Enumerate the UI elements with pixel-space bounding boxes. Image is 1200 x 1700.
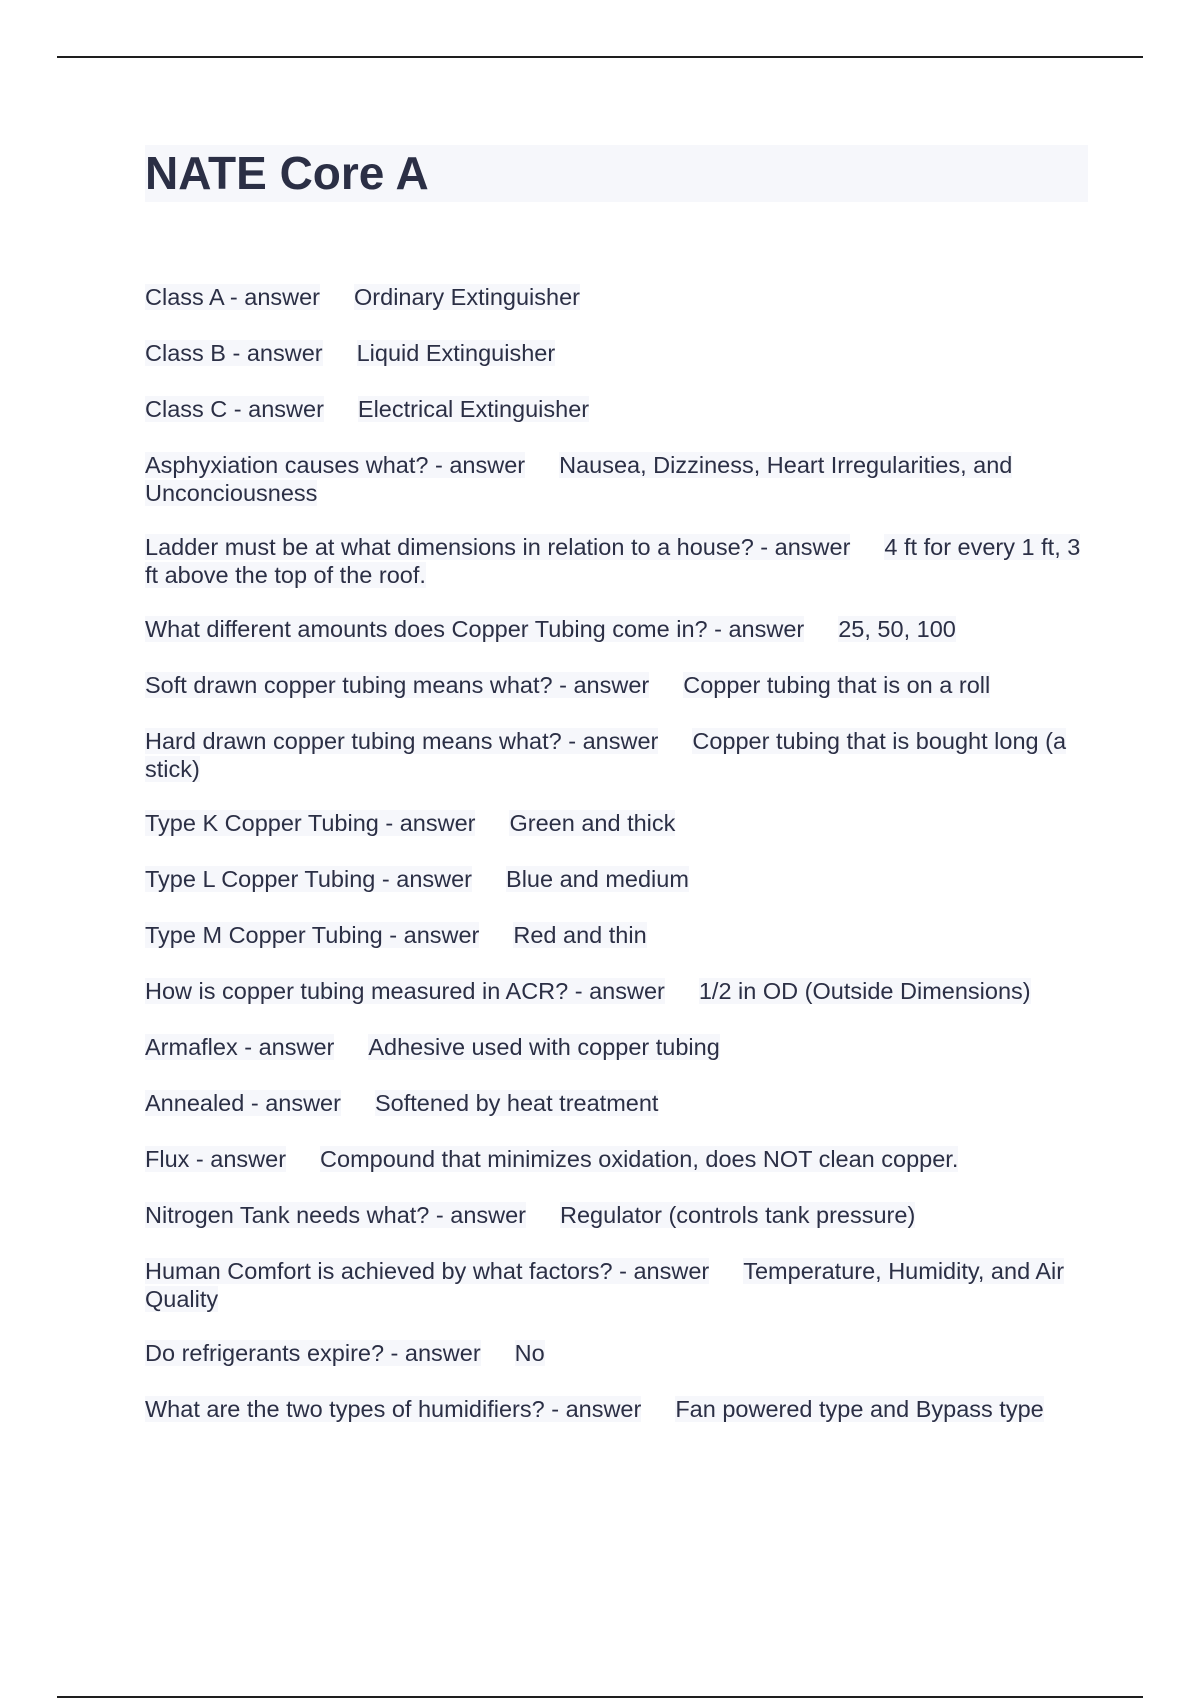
qa-item — [145, 1257, 1095, 1313]
qa-answer: Temperature, Humidity, and Air Quality — [145, 1258, 1065, 1312]
qa-item — [145, 339, 1095, 367]
qa-item — [145, 395, 1095, 423]
qa-answer: Nausea, Dizziness, Heart Irregularities, and Unconciousness — [145, 452, 1013, 506]
qa-question: Type L Copper Tubing - answer — [145, 866, 473, 892]
qa-question: Human Comfort is achieved by what factors? - answer — [145, 1258, 710, 1284]
qa-answer: 25, 50, 100 — [838, 616, 956, 642]
qa-question: Annealed - answer — [145, 1090, 341, 1116]
qa-question: Class B - answer — [145, 340, 323, 366]
qa-question: Soft drawn copper tubing means what? - answer — [145, 672, 650, 698]
page-title: NATE Core A — [145, 147, 429, 199]
qa-item — [145, 921, 1095, 949]
qa-item — [145, 283, 1095, 311]
qa-item — [145, 671, 1095, 699]
qa-item — [145, 865, 1095, 893]
qa-answer: Red and thin — [513, 922, 647, 948]
top-divider — [57, 56, 1143, 58]
qa-item — [145, 1145, 1095, 1173]
qa-question: Armaflex - answer — [145, 1034, 335, 1060]
title-block — [145, 145, 1088, 202]
qa-answer: 1/2 in OD (Outside Dimensions) — [698, 978, 1031, 1004]
qa-answer: No — [514, 1340, 545, 1366]
qa-item — [145, 451, 1095, 507]
qa-answer: Green and thick — [509, 810, 676, 836]
qa-question: What different amounts does Copper Tubing come in? - answer — [145, 616, 805, 642]
qa-item — [145, 977, 1095, 1005]
qa-item — [145, 533, 1095, 589]
qa-question: Hard drawn copper tubing means what? - answer — [145, 728, 659, 754]
qa-answer: Softened by heat treatment — [374, 1090, 659, 1116]
qa-answer: Liquid Extinguisher — [356, 340, 556, 366]
qa-answer: Adhesive used with copper tubing — [368, 1034, 720, 1060]
qa-question: Type K Copper Tubing - answer — [145, 810, 476, 836]
qa-item — [145, 1395, 1095, 1423]
qa-answer: Electrical Extinguisher — [357, 396, 590, 422]
qa-item — [145, 727, 1095, 783]
qa-item — [145, 615, 1095, 643]
qa-answer: Ordinary Extinguisher — [354, 284, 580, 310]
qa-question: Class A - answer — [145, 284, 321, 310]
qa-question: How is copper tubing measured in ACR? - answer — [145, 978, 665, 1004]
qa-item — [145, 1089, 1095, 1117]
qa-question: Nitrogen Tank needs what? - answer — [145, 1202, 527, 1228]
qa-item — [145, 1033, 1095, 1061]
qa-question: What are the two types of humidifiers? - answer — [145, 1396, 642, 1422]
qa-question: Class C - answer — [145, 396, 324, 422]
bottom-divider — [57, 1696, 1143, 1698]
qa-question: Ladder must be at what dimensions in relation to a house? - answer — [145, 534, 851, 560]
qa-answer: Copper tubing that is bought long (a stick) — [145, 728, 1067, 782]
qa-answer: Fan powered type and Bypass type — [675, 1396, 1044, 1422]
qa-question: Flux - answer — [145, 1146, 287, 1172]
qa-question: Asphyxiation causes what? - answer — [145, 452, 526, 478]
qa-item — [145, 1201, 1095, 1229]
qa-answer: Compound that minimizes oxidation, does NOT clean copper. — [320, 1146, 959, 1172]
qa-list — [145, 283, 1095, 1451]
qa-question: Type M Copper Tubing - answer — [145, 922, 480, 948]
qa-answer: Copper tubing that is on a roll — [683, 672, 991, 698]
qa-answer: Blue and medium — [506, 866, 689, 892]
qa-item — [145, 1339, 1095, 1367]
qa-question: Do refrigerants expire? - answer — [145, 1340, 481, 1366]
qa-item — [145, 809, 1095, 837]
qa-answer: Regulator (controls tank pressure) — [560, 1202, 916, 1228]
qa-answer: 4 ft for every 1 ft, 3 ft above the top of the roof. — [145, 534, 1081, 588]
